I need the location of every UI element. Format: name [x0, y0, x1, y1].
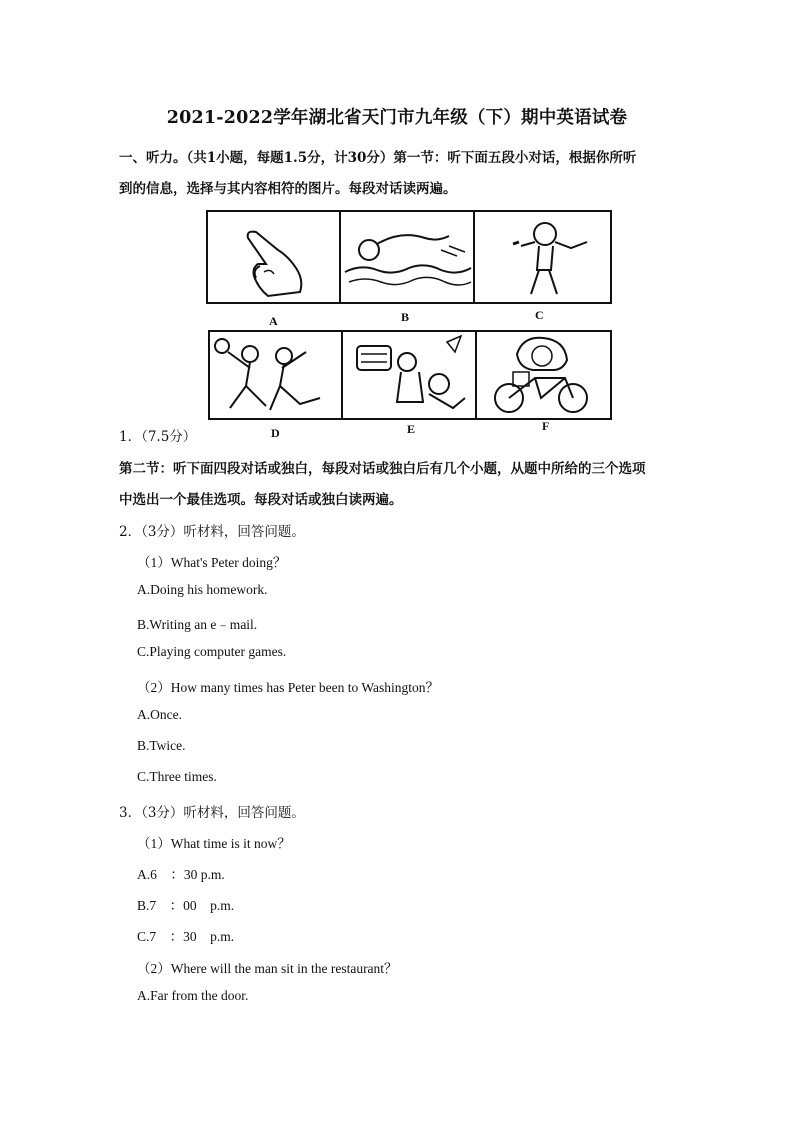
question-2-sub1-option-c: C.Playing computer games. — [137, 644, 287, 659]
picture-row-bottom — [208, 330, 612, 420]
picture-label-f: F — [542, 419, 550, 433]
question-2-sub1-option-a: A.Doing his homework. — [137, 582, 268, 597]
picture-label-e: E — [407, 422, 416, 436]
question-2-sub2-option-b: B.Twice. — [137, 738, 186, 753]
basketball-players-icon — [210, 332, 342, 418]
question-2-sub2: （2）How many times has Peter been to Washington？ — [137, 680, 439, 695]
picture-row-top — [206, 210, 612, 304]
pointing-hand-icon — [208, 212, 340, 302]
picture-e — [343, 332, 478, 418]
section2-heading-line1: 第二节：听下面四段对话或独白，每段对话或独白后有几个小题，从题中所给的三个选项 — [119, 461, 646, 477]
question-3-stem: 3．（3分）听材料，回答问题。 — [119, 805, 305, 821]
picture-a — [208, 212, 341, 302]
picture-d — [210, 332, 343, 418]
dentist-icon — [343, 332, 477, 418]
question-3-sub1: （1）What time is it now？ — [137, 836, 291, 851]
question-2-sub2-option-c: C.Three times. — [137, 769, 217, 784]
section1-heading-line2: 到的信息，选择与其内容相符的图片。每段对话读两遍。 — [119, 181, 457, 197]
picture-label-a: A — [269, 314, 278, 328]
question-2-sub1: （1）What's Peter doing？ — [137, 555, 287, 570]
picture-b — [341, 212, 476, 302]
picture-label-c: C — [535, 308, 544, 322]
page-title: 2021-2022学年湖北省天门市九年级（下）期中英语试卷 — [166, 108, 628, 128]
question-3-sub2: （2）Where will the man sit in the restaurant？ — [137, 961, 398, 976]
question-2-sub1-option-b: B.Writing an e﹣mail. — [137, 617, 258, 632]
girl-with-bicycle-icon — [477, 332, 611, 418]
question-2-stem: 2．（3分）听材料，回答问题。 — [119, 524, 305, 540]
singer-icon — [475, 212, 611, 302]
section1-heading-line1: 一、听力。（共1小题，每题1.5分，计30分）第一节：听下面五段小对话，根据你所听 — [119, 150, 637, 166]
picture-label-d: D — [271, 426, 280, 440]
picture-label-b: B — [401, 310, 410, 324]
section2-heading-line2: 中选出一个最佳选项。每段对话或独白读两遍。 — [119, 492, 403, 508]
question-2-sub2-option-a: A.Once. — [137, 707, 182, 722]
question-3-sub1-option-a: A.6 ：30 p.m. — [137, 867, 225, 882]
question-1: 1．（7.5分） — [119, 429, 197, 445]
question-3-sub1-option-b: B.7 ：00 p.m. — [137, 898, 235, 913]
swimmer-icon — [341, 212, 475, 302]
question-3-sub2-option-a: A.Far from the door. — [137, 988, 249, 1003]
picture-f — [477, 332, 610, 418]
question-3-sub1-option-c: C.7 ：30 p.m. — [137, 929, 235, 944]
picture-c — [475, 212, 610, 302]
